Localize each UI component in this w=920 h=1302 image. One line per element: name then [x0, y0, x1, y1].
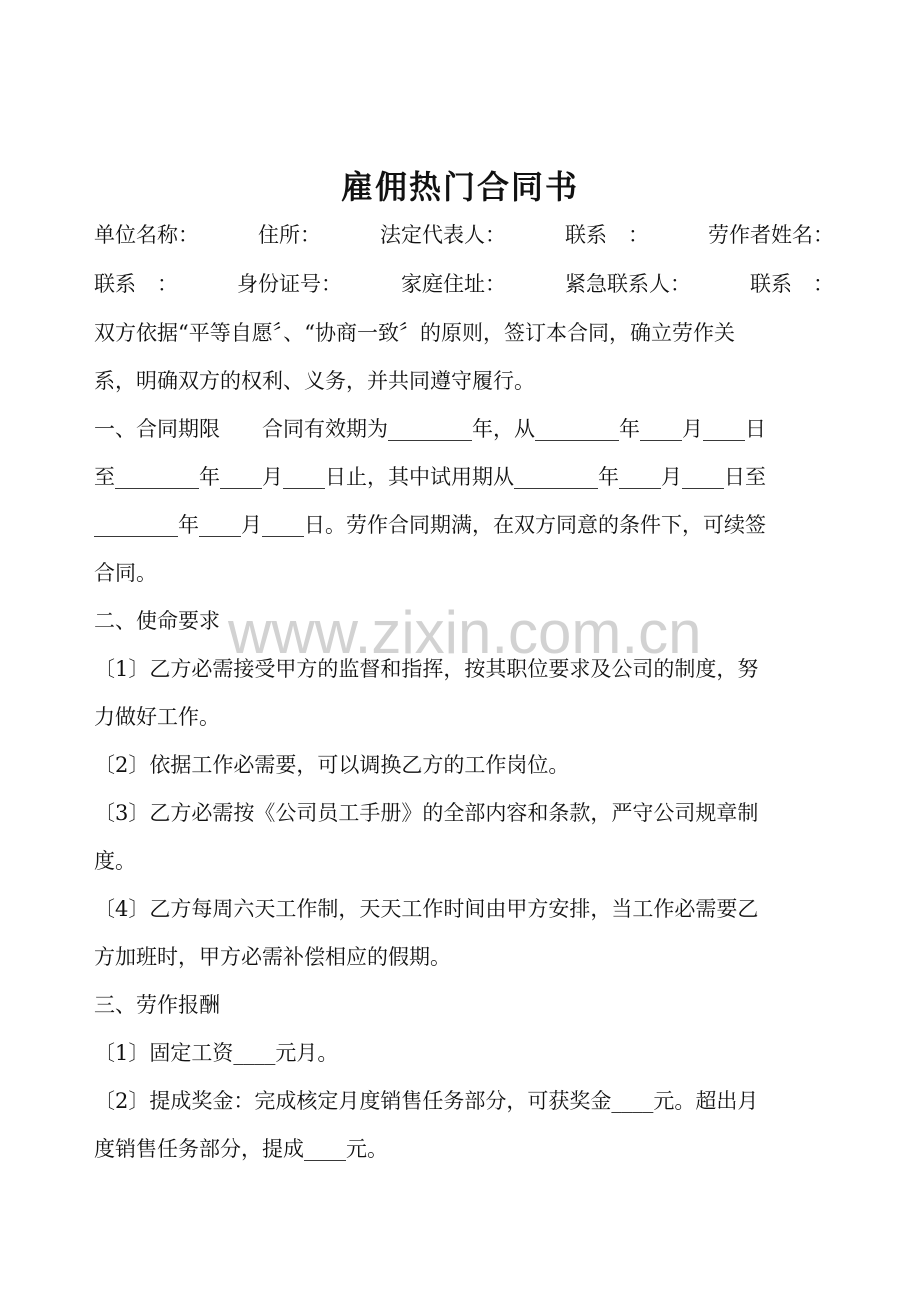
watermark: www.zixin.com.cn [228, 599, 702, 666]
body-line: 双方依据“平等自愿〞、“协商一致〞的原则，签订本合同，确立劳作关 [94, 321, 735, 345]
body-line: 〔4〕乙方每周六天工作制，天天工作时间由甲方安排，当工作必需要乙 [94, 897, 759, 921]
header-row-2 [94, 269, 834, 299]
body-line: 〔1〕固定工资____元月。 [94, 1041, 339, 1065]
body-line: 〔2〕提成奖金：完成核定月度销售任务部分，可获奖金____元。超出月 [94, 1089, 759, 1113]
section-heading-term: 一、合同期限 合同有效期为________年，从________年____月____日 [94, 417, 766, 441]
body-line: 〔1〕乙方必需接受甲方的监督和指挥，按其职位要求及公司的制度，努 [94, 657, 759, 681]
section-heading-duties: 二、使命要求 [94, 609, 220, 633]
body-line: 〔2〕依据工作必需要，可以调换乙方的工作岗位。 [94, 753, 570, 777]
body-line: 度销售任务部分，提成____元。 [94, 1137, 388, 1161]
field-contact-3: 联系 ： [750, 272, 834, 296]
field-worker-name: 劳作者姓名： [708, 223, 834, 247]
body-line: 力做好工作。 [94, 705, 220, 729]
body-line: 系，明确双方的权利、义务，并共同遵守履行。 [94, 369, 535, 393]
field-address: 住所： [258, 223, 321, 247]
field-unit-name: 单位名称： [94, 223, 199, 247]
body-line: 方加班时，甲方必需补偿相应的假期。 [94, 945, 451, 969]
document-title: 雇佣热门合同书 [340, 168, 579, 206]
field-contact: 联系 ： [565, 223, 649, 247]
body-line: 合同。 [94, 561, 157, 585]
body-line: ________年____月____日。劳作合同期满，在双方同意的条件下，可续签 [94, 513, 766, 537]
field-id-number: 身份证号： [237, 272, 342, 296]
body-line: 至________年____月____日止，其中试用期从________年____月____日至 [94, 465, 766, 489]
body-line: 〔3〕乙方必需按《公司员工手册》的全部内容和条款，严守公司规章制 [94, 801, 759, 825]
field-legal-rep: 法定代表人： [380, 223, 506, 247]
header-row-1 [94, 220, 834, 250]
field-home-address: 家庭住址： [401, 272, 506, 296]
body-line: 度。 [94, 849, 136, 873]
section-heading-pay: 三、劳作报酬 [94, 993, 220, 1017]
field-contact-2: 联系 ： [94, 272, 178, 296]
field-emergency-contact: 紧急联系人： [565, 272, 691, 296]
